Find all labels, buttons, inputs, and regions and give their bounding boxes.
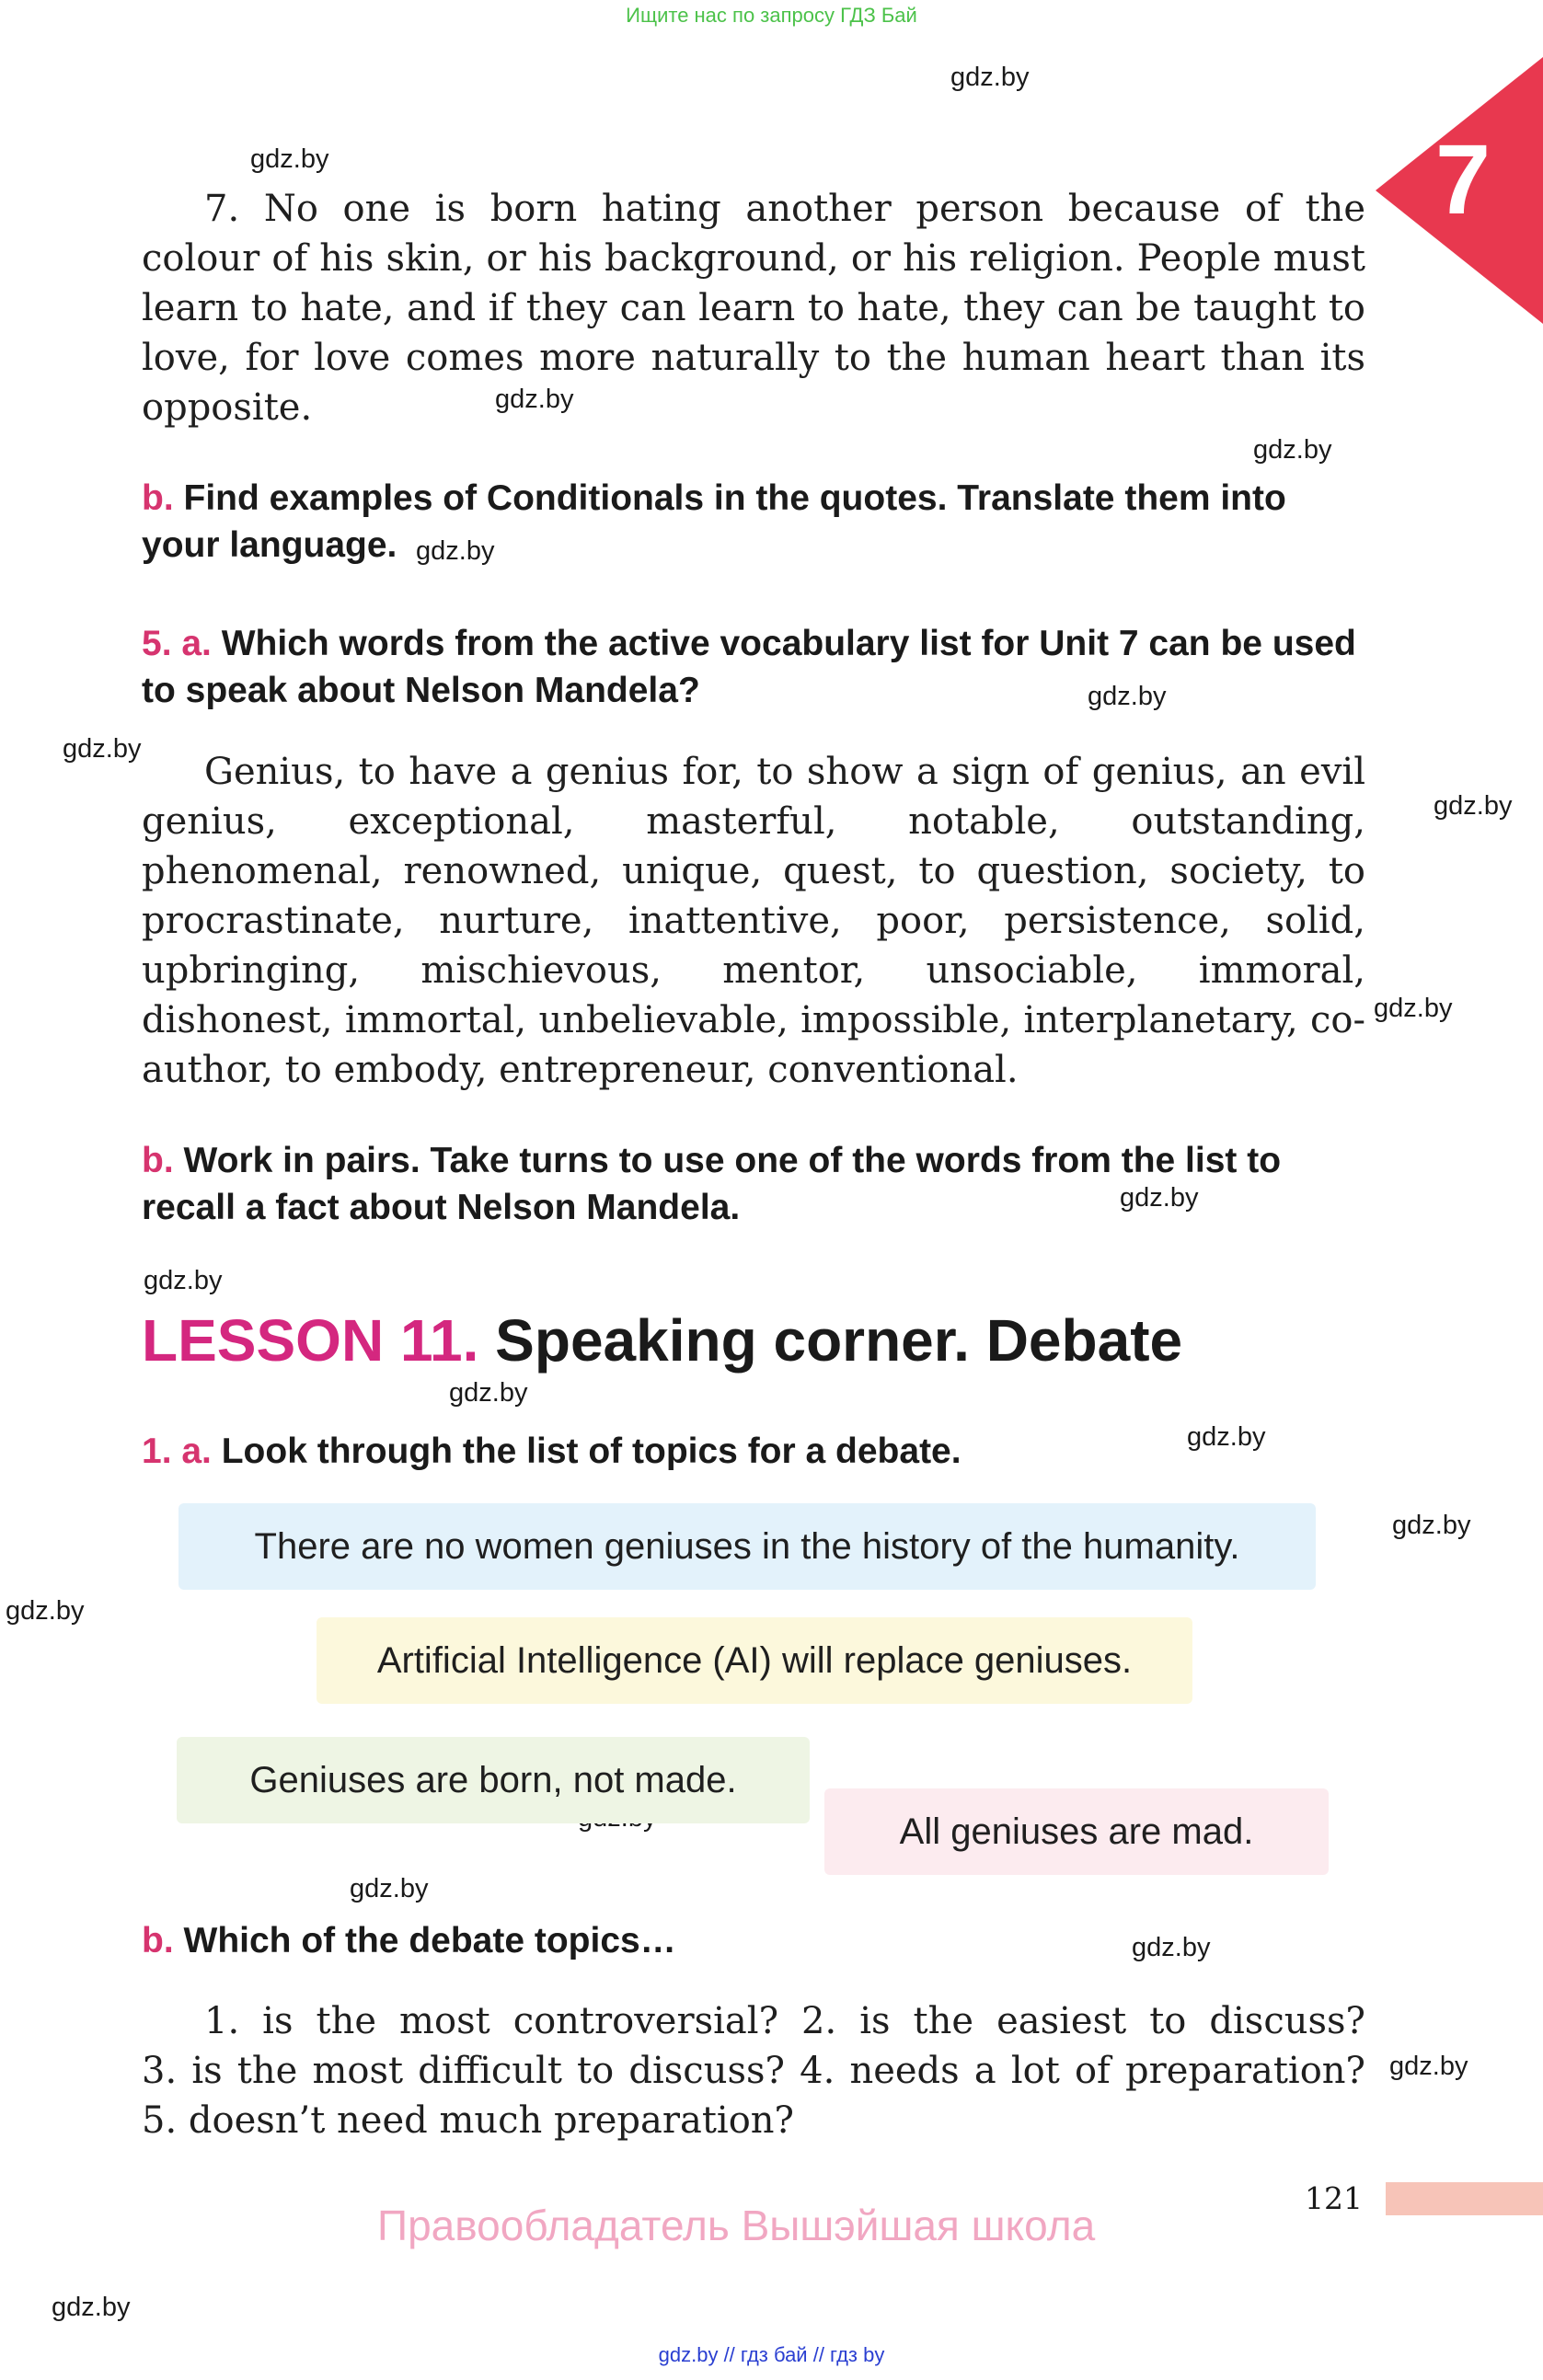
task-marker: b. [142,478,174,518]
watermark: gdz.by [1088,682,1167,711]
task-1b [142,1917,1365,1964]
lesson-number: LESSON 11. [142,1307,479,1374]
header-promo: Ищите нас по запросу ГДЗ Бай [626,4,917,27]
watermark: gdz.by [1434,791,1513,821]
watermark: gdz.by [495,385,574,414]
watermark: gdz.by [1132,1933,1211,1962]
debate-topic-4: All geniuses are mad. [824,1788,1329,1875]
watermark: gdz.by [6,1596,85,1626]
watermark: gdz.by [1392,1511,1471,1540]
vocabulary-list: Genius, to have a genius for, to show a sign of genius, an evil genius, exceptional, masterful, notable, outstanding, phenomenal, renowned, unique, quest, to question, society, to procrastinate, nurture, inattentive, poor, persistence, solid, upbringing, mischievous, mentor, unsociable, immoral, dishonest, immortal, unbelievable, impossible, interplanetary, co-author, to embody, entrepreneur, conventional. [142,751,1365,1091]
page-number: 121 [1305,2180,1363,2216]
task-5a [142,620,1365,714]
watermark: gdz.by [350,1874,429,1903]
task-text: Look through the list of topics for a debate. [221,1431,961,1471]
watermark: gdz.by [63,734,142,764]
task-text: Work in pairs. Take turns to use one of the words from the list to recall a fact about Nelson Mandela. [142,1141,1282,1227]
task-text: Which words from the active vocabulary list for Unit 7 can be used to speak about Nelson Mandela? [142,624,1356,710]
watermark: gdz.by [52,2293,131,2322]
debate-topic-2: Artificial Intelligence (AI) will replace geniuses. [317,1617,1192,1704]
task-5b [142,1137,1365,1231]
task-marker: b. [142,1141,174,1180]
lesson-title: Speaking corner. Debate [495,1307,1183,1374]
watermark: gdz.by [1187,1422,1266,1452]
task-text: Which of the debate topics… [183,1921,676,1960]
watermark: gdz.by [1253,435,1332,465]
task-marker: b. [142,1921,174,1960]
watermark: gdz.by [1374,994,1453,1023]
watermark: gdz.by [950,63,1030,92]
task-marker: 5. a. [142,624,212,663]
unit-number: 7 [1434,123,1491,235]
questions-line-1: 1. is the most controversial? 2. is the easiest to discuss? [204,2000,1365,2042]
watermark: gdz.by [250,144,329,174]
questions-line-2: 3. is the most difficult to discuss? 4. needs a lot of preparation? [142,2050,1365,2092]
task-1a [142,1428,1365,1475]
copyright: Правообладатель Вышэйшая школа [377,2202,1096,2249]
watermark: gdz.by [1389,2052,1468,2081]
watermark: gdz.by [416,536,495,566]
page-number-bar [1386,2182,1543,2215]
watermark: gdz.by [449,1378,528,1408]
task-marker: 1. a. [142,1431,212,1471]
debate-topic-1: There are no women geniuses in the history of the humanity. [178,1503,1316,1590]
task-text: Find examples of Conditionals in the quotes. Translate them into your language. [142,478,1286,565]
watermark: gdz.by [144,1266,223,1295]
lesson-heading [142,1306,1182,1374]
task-4b [142,475,1365,569]
questions-line-3: 5. doesn’t need much preparation? [142,2099,795,2142]
quote-7: 7. No one is born hating another person because of the colour of his skin, or his background, or his religion. People must learn to hate, and if they can learn to hate, they can be taught to love, for love comes more naturally to the human heart than its opposite. [142,188,1365,429]
watermark: gdz.by [1120,1183,1199,1213]
footer-links[interactable]: gdz.by // гдз бай // гдз by [658,2343,885,2366]
debate-topic-3: Geniuses are born, not made. [177,1737,810,1823]
